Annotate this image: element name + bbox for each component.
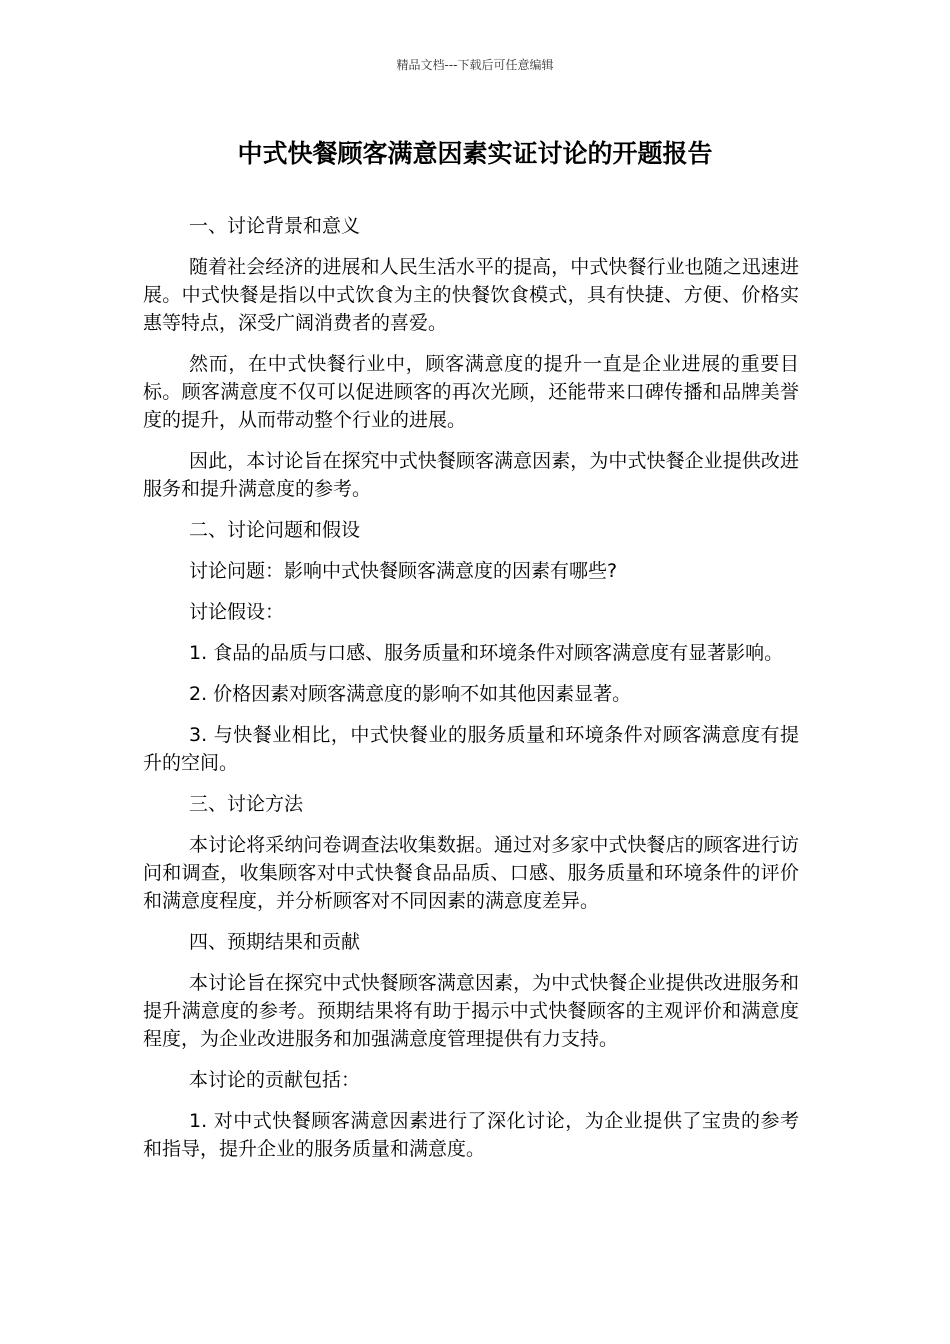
paragraph: 讨论假设： [189, 601, 285, 623]
section-heading-background: 一、讨论背景和意义 [189, 215, 361, 237]
paragraph: 讨论问题：影响中式快餐顾客满意度的因素有哪些? [189, 560, 618, 582]
document-body [143, 212, 799, 1176]
paragraph: 本讨论将采纳问卷调查法收集数据。通过对多家中式快餐店的顾客进行访问和调查，收集顾客对中式快餐食品品质、口感、服务质量和环境条件的评价和满意度程度，并分析顾客对不同因素的满意度差异。 [143, 834, 799, 912]
paragraph: 本讨论的贡献包括： [189, 1069, 361, 1091]
list-item: 1. 对中式快餐顾客满意因素进行了深化讨论，为企业提供了宝贵的参考和指导，提升企业的服务质量和满意度。 [143, 1110, 799, 1160]
paragraph: 因此，本讨论旨在探究中式快餐顾客满意因素，为中式快餐企业提供改进服务和提升满意度的参考。 [143, 450, 799, 500]
section-heading-methods: 三、讨论方法 [189, 793, 304, 815]
section-heading-results: 四、预期结果和贡献 [189, 931, 361, 953]
list-item: 1. 食品的品质与口感、服务质量和环境条件对顾客满意度有显著影响。 [189, 642, 784, 664]
list-item: 2. 价格因素对顾客满意度的影响不如其他因素显著。 [189, 683, 632, 705]
list-item: 3. 与快餐业相比，中式快餐业的服务质量和环境条件对顾客满意度有提升的空间。 [143, 724, 799, 774]
document-title: 中式快餐顾客满意因素实证讨论的开题报告 [237, 139, 713, 168]
section-heading-questions: 二、讨论问题和假设 [189, 519, 361, 541]
paragraph: 然而，在中式快餐行业中，顾客满意度的提升一直是企业进展的重要目标。顾客满意度不仅可以促进顾客的再次光顾，还能带来口碑传播和品牌美誉度的提升，从而带动整个行业的进展。 [143, 353, 799, 431]
paragraph: 本讨论旨在探究中式快餐顾客满意因素，为中式快餐企业提供改进服务和提升满意度的参考。预期结果将有助于揭示中式快餐顾客的主观评价和满意度程度，为企业改进服务和加强满意度管理提供有力支持。 [143, 972, 799, 1050]
header-note: 精品文档---下载后可任意编辑 [396, 58, 554, 72]
paragraph: 随着社会经济的进展和人民生活水平的提高，中式快餐行业也随之迅速进展。中式快餐是指以中式饮食为主的快餐饮食模式，具有快捷、方便、价格实惠等特点，深受广阔消费者的喜爱。 [143, 256, 799, 334]
